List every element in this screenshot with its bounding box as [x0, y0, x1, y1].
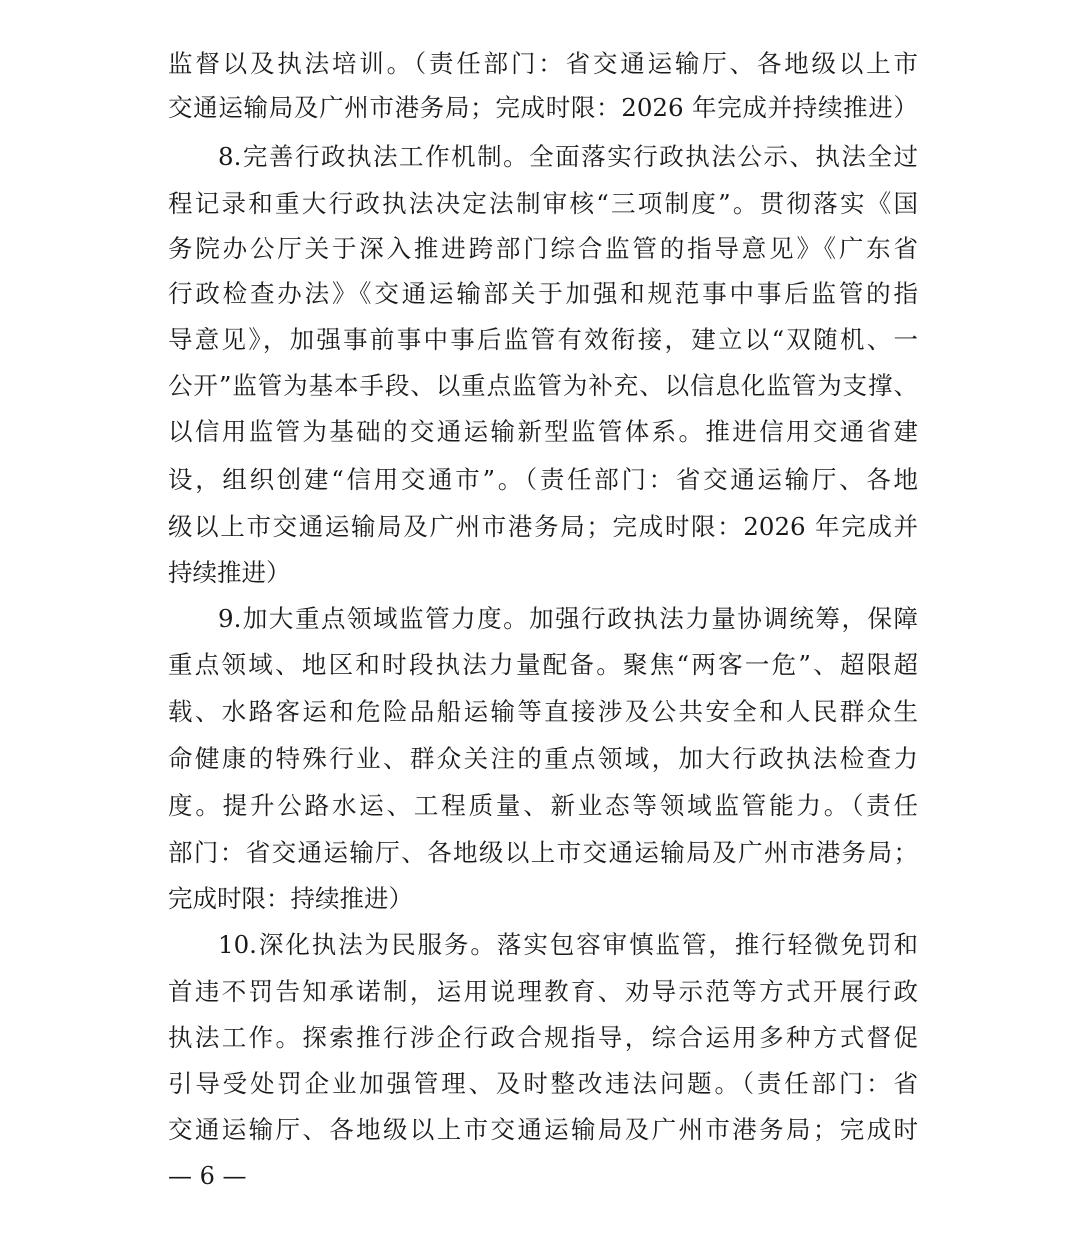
paragraph-8-line-6: 公开”监管为基本手段、以重点监管为补充、以信息化监管为支撑、	[168, 371, 918, 400]
paragraph-8-line-1: 8.完善行政执法工作机制。全面落实行政执法公示、执法全过	[218, 142, 918, 171]
paragraph-8-line-4: 行政检查办法》《交通运输部关于加强和规范事中事后监管的指	[168, 279, 918, 308]
paragraph-8-line-9: 级以上市交通运输局及广州市港务局；完成时限：2026 年完成并	[168, 512, 918, 541]
paragraph-10-line-5: 交通运输厅、各地级以上市交通运输局及广州市港务局；完成时	[168, 1115, 918, 1144]
text-line-1: 监督以及执法培训。（责任部门：省交通运输厅、各地级以上市	[168, 49, 918, 78]
paragraph-10-line-3: 执法工作。探索推行涉企行政合规指导，综合运用多种方式督促	[168, 1023, 918, 1052]
paragraph-10-line-2: 首违不罚告知承诺制，运用说理教育、劝导示范等方式开展行政	[168, 977, 918, 1006]
paragraph-9-line-7: 完成时限：持续推进）	[168, 884, 413, 913]
paragraph-8-line-10: 持续推进）	[168, 558, 291, 587]
paragraph-8-line-8: 设，组织创建“信用交通市”。（责任部门：省交通运输厅、各地	[168, 465, 918, 494]
paragraph-8-line-3: 务院办公厅关于深入推进跨部门综合监管的指导意见》《广东省	[168, 234, 918, 263]
paragraph-9-line-6: 部门：省交通运输厅、各地级以上市交通运输局及广州市港务局；	[168, 838, 918, 867]
paragraph-8-line-2: 程记录和重大行政执法决定法制审核“三项制度”。贯彻落实《国	[168, 189, 918, 218]
page-number: — 6 —	[168, 1162, 247, 1190]
paragraph-9-line-5: 度。提升公路水运、工程质量、新业态等领域监管能力。（责任	[168, 791, 918, 820]
paragraph-8-line-7: 以信用监管为基础的交通运输新型监管体系。推进信用交通省建	[168, 417, 918, 446]
paragraph-10-line-4: 引导受处罚企业加强管理、及时整改违法问题。（责任部门：省	[168, 1069, 918, 1098]
paragraph-9-line-1: 9.加大重点领域监管力度。加强行政执法力量协调统筹，保障	[218, 604, 918, 633]
paragraph-8-line-5: 导意见》，加强事前事中事后监管有效衔接，建立以“双随机、一	[168, 325, 918, 354]
paragraph-9-line-2: 重点领域、地区和时段执法力量配备。聚焦“两客一危”、超限超	[168, 650, 918, 679]
paragraph-10-line-1: 10.深化执法为民服务。落实包容审慎监管，推行轻微免罚和	[218, 930, 918, 959]
paragraph-9-line-4: 命健康的特殊行业、群众关注的重点领域，加大行政执法检查力	[168, 744, 918, 773]
text-line-2: 交通运输局及广州市港务局；完成时限：2026 年完成并持续推进）	[168, 93, 918, 122]
paragraph-9-line-3: 载、水路客运和危险品船运输等直接涉及公共安全和人民群众生	[168, 697, 918, 726]
